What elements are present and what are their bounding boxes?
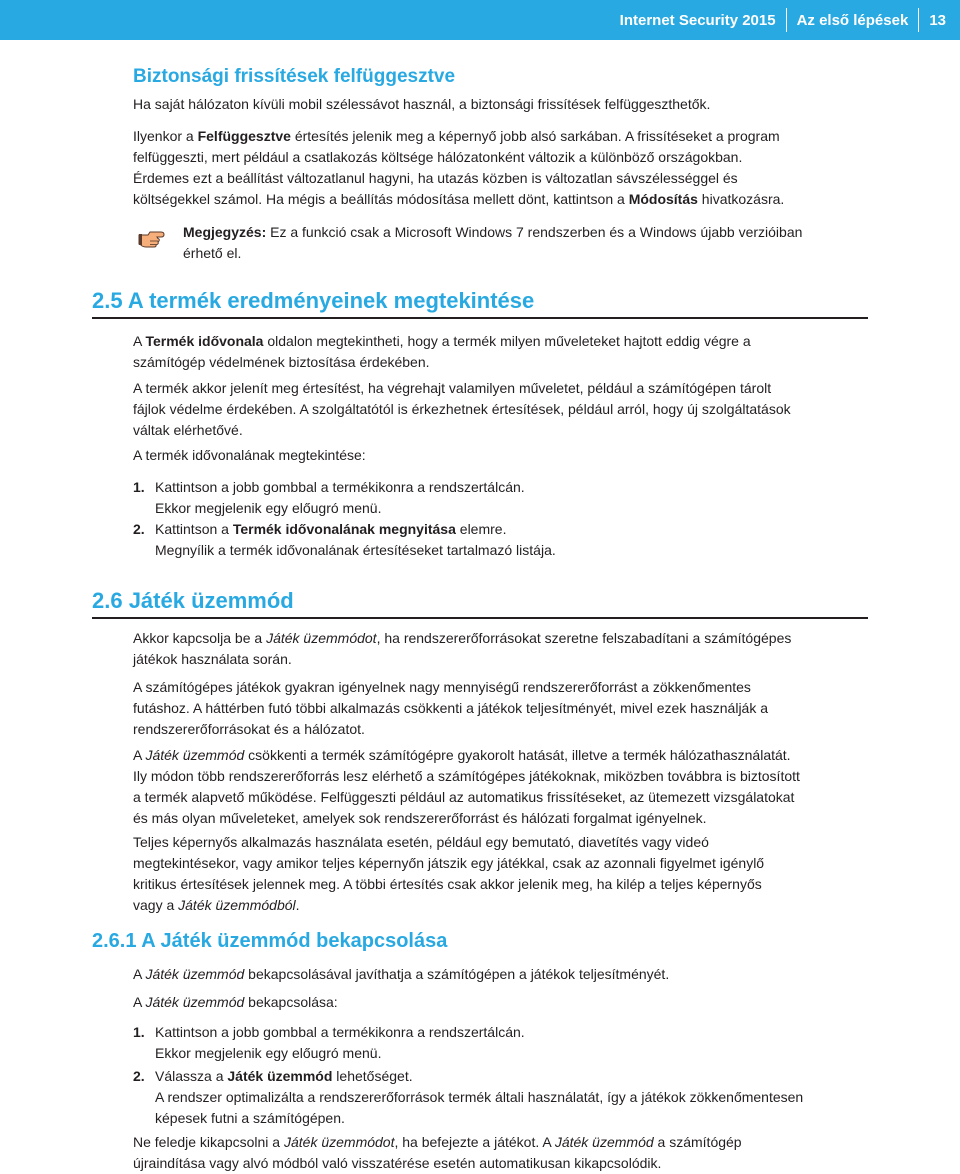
text: rendszererőforrásokat és a hálózatot.: [133, 721, 365, 737]
paragraph: [133, 378, 791, 441]
text: hivatkozásra.: [697, 191, 785, 207]
text: lehetőséget.: [332, 1068, 413, 1084]
text: értesítés jelenik meg a képernyő jobb alsó sarkában. A frissítéseket a program: [290, 128, 780, 144]
text-bold: Termék idővonala: [145, 333, 264, 349]
note-text: érhető el.: [183, 245, 242, 261]
text: Válassza a: [155, 1068, 228, 1084]
text-italic: Játék üzemmód: [145, 966, 245, 982]
text: Kattintson a jobb gombbal a termékikonra a rendszertálcán.: [155, 479, 525, 495]
text: , ha rendszererőforrásokat szeretne felszabadítani a számítógépes: [376, 630, 792, 646]
text: futáshoz. A háttérben futó többi alkalmazás csökkenti a játékok teljesítményét, mivel ezek használják a: [133, 700, 769, 716]
text-bold: Termék idővonalának megnyitása: [232, 521, 456, 537]
text: oldalon megtekintheti, hogy a termék milyen műveleteket hajtott eddig végre a: [263, 333, 751, 349]
paragraph: [133, 94, 710, 115]
list-item: [133, 477, 525, 519]
note-text: Ez a funkció csak a Microsoft Windows 7 rendszerben és a Windows újabb verzióiban: [266, 224, 803, 240]
text: Érdemes ezt a beállítást változatlanul hagyni, ha utazás közben is változatlan sávszélességgel és: [133, 170, 738, 186]
paragraph: [133, 964, 669, 985]
list-item: [133, 1022, 525, 1064]
step-number: 1.: [133, 1024, 145, 1040]
text: bekapcsolásával javíthatja a számítógépen a játékok teljesítményét.: [244, 966, 670, 982]
step-number: 2.: [133, 521, 145, 537]
text-bold: Módosítás: [628, 191, 698, 207]
text: felfüggeszti, mert például a csatlakozás költsége hálózatonként változik a különböző országokban.: [133, 149, 743, 165]
text: bekapcsolása:: [244, 994, 338, 1010]
text: A: [133, 333, 146, 349]
text-bold: Felfüggesztve: [197, 128, 291, 144]
text: A termék idővonalának megtekintése:: [133, 447, 366, 463]
text: Ily módon több rendszererőforrás lesz elérhető a számítógépes játékoknak, miközben továbbra is biztosított: [133, 768, 800, 784]
page-header: [0, 0, 960, 40]
text: számítógép védelmének biztosítása érdekében.: [133, 354, 430, 370]
text-italic: Játék üzemmódból: [178, 897, 296, 913]
header-product: Internet Security 2015: [619, 11, 776, 29]
text: újraindítása vagy alvó módból való visszatérése esetén automatikusan kikapcsolódik.: [133, 1155, 662, 1171]
text: Ne feledje kikapcsolni a: [133, 1134, 284, 1150]
page-number: 13: [929, 11, 946, 29]
text: Teljes képernyős alkalmazás használata esetén, például egy bemutató, diavetítés vagy videó: [133, 834, 709, 850]
section-title-updates-suspended: Biztonsági frissítések felfüggesztve: [133, 66, 456, 87]
text: A: [133, 966, 146, 982]
note-label: Megjegyzés:: [183, 224, 267, 240]
text: Ilyenkor a: [133, 128, 198, 144]
text: A rendszer optimalizálta a rendszererőforrások termék általi használatát, így a játékok zökkenőmentesen: [155, 1089, 804, 1105]
text-italic: Játék üzemmódot: [266, 630, 377, 646]
paragraph: [133, 628, 791, 670]
pointing-hand-icon: [137, 226, 167, 248]
text: Kattintson a jobb gombbal a termékikonra a rendszertálcán.: [155, 1024, 525, 1040]
paragraph: [133, 331, 751, 373]
text: váltak elérhetővé.: [133, 422, 243, 438]
text-italic: Játék üzemmódot: [283, 1134, 395, 1150]
header-section: Az első lépések: [796, 11, 909, 29]
text: játékok használata során.: [133, 651, 292, 667]
text: , ha befejezte a játékot. A: [394, 1134, 555, 1150]
section-rule: [92, 617, 868, 619]
text: költségekkel számol. Ha mégis a beállítás módosítása mellett dönt, kattintson a: [133, 191, 629, 207]
text-italic: Játék üzemmód: [145, 994, 245, 1010]
text: fájlok védelme érdekében. A szolgáltatótól is érkezhetnek értesítések, például arról, hogy új szolgáltatások: [133, 401, 791, 417]
text: vagy a: [133, 897, 179, 913]
text: kritikus értesítések jelennek meg. A többi értesítés csak akkor jelenik meg, ha kilép a teljes képernyős: [133, 876, 762, 892]
note: [183, 222, 802, 264]
paragraph: [133, 1132, 742, 1174]
paragraph: [133, 445, 366, 466]
text: megtekintésekor, vagy amikor teljes képernyőn játszik egy játékkal, csak az azonnali figyelmet igénylő: [133, 855, 765, 871]
text: képesek futni a számítógépen.: [155, 1110, 345, 1126]
section-title-game-mode: 2.6 Játék üzemmód: [92, 588, 294, 613]
text: csökkenti a termék számítógépre gyakorolt hatását, illetve a termék hálózathasználatát.: [244, 747, 791, 763]
text: A: [133, 747, 146, 763]
paragraph: [133, 745, 800, 829]
text: Megnyílik a termék idővonalának értesítéseket tartalmazó listája.: [155, 542, 556, 558]
text-bold: Játék üzemmód: [227, 1068, 333, 1084]
paragraph: [133, 992, 338, 1013]
list-item: [133, 1066, 803, 1129]
text: A: [133, 994, 146, 1010]
header-divider: [786, 8, 787, 32]
list-item: [133, 519, 556, 561]
section-title-product-timeline: 2.5 A termék eredményeinek megtekintése: [92, 288, 535, 313]
text: a termék alapvető működése. Felfüggeszti például az automatikus frissítéseket, az ütemezett vizsgálatokat: [133, 789, 795, 805]
text: Kattintson a: [155, 521, 233, 537]
text: Akkor kapcsolja be a: [133, 630, 267, 646]
step-number: 1.: [133, 479, 145, 495]
paragraph: [133, 677, 768, 740]
paragraph: [133, 126, 784, 210]
text: A termék akkor jelenít meg értesítést, ha végrehajt valamilyen műveletet, például a számítógépen tárolt: [133, 380, 772, 396]
text: Ekkor megjelenik egy előugró menü.: [155, 1045, 382, 1061]
text-italic: Játék üzemmód: [554, 1134, 654, 1150]
section-title-enable-game-mode: 2.6.1 A Játék üzemmód bekapcsolása: [92, 930, 448, 952]
text: .: [295, 897, 300, 913]
text: a számítógép: [653, 1134, 742, 1150]
paragraph: [133, 832, 764, 916]
text: elemre.: [455, 521, 507, 537]
text: Ha saját hálózaton kívüli mobil szélessávot használ, a biztonsági frissítések felfüggeszthetők.: [133, 96, 711, 112]
text-italic: Játék üzemmód: [145, 747, 245, 763]
text: és más olyan műveleteket, amelyek sok rendszererőforrást és hálózati forgalmat igényelnek.: [133, 810, 707, 826]
section-rule: [92, 317, 868, 319]
text: Ekkor megjelenik egy előugró menü.: [155, 500, 382, 516]
header-divider: [918, 8, 919, 32]
step-number: 2.: [133, 1068, 145, 1084]
text: A számítógépes játékok gyakran igényelnek nagy mennyiségű rendszererőforrást a zökkenőmentes: [133, 679, 751, 695]
